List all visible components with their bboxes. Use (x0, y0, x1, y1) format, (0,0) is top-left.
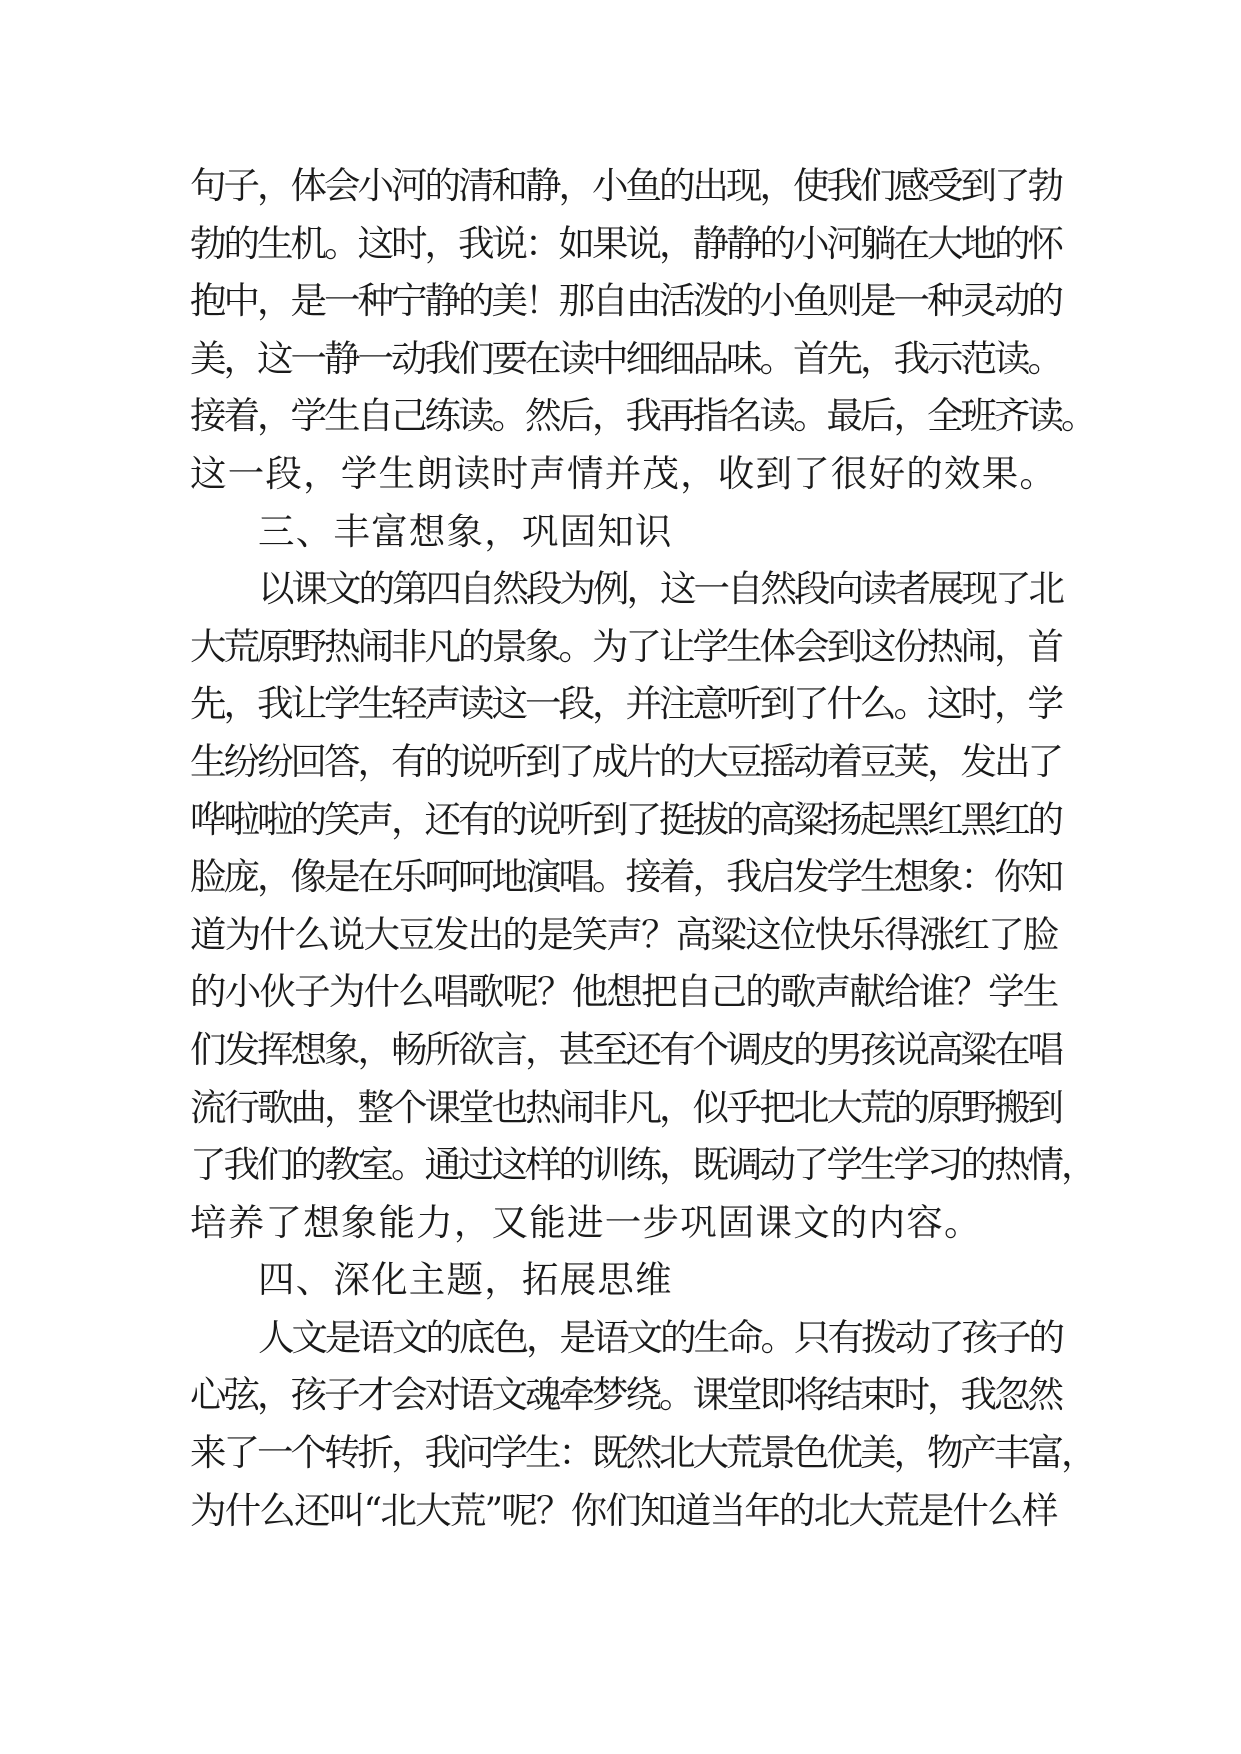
text-line: 这一段，学生朗读时声情并茂，收到了很好的效果。 (190, 451, 1058, 495)
text-line: 抱中，是一种宁静的美！那自由活泼的小鱼则是一种灵动的 (190, 279, 1061, 323)
text-line: 了我们的教室。通过这样的训练，既调动了学生学习的热情， (190, 1143, 1095, 1187)
text-line: 为什么还叫“北大荒”呢？你们知道当年的北大荒是什么样 (190, 1488, 1057, 1532)
text-line: 以课文的第四自然段为例，这一自然段向读者展现了北 (258, 567, 1062, 611)
section-heading: 三、丰富想象，巩固知识 (258, 509, 673, 553)
text-line: 美，这一静一动我们要在读中细细品味。首先，我示范读。 (190, 336, 1061, 380)
text-line: 来了一个转折，我问学生：既然北大荒景色优美，物产丰富， (190, 1431, 1095, 1475)
text-line: 勃的生机。这时，我说：如果说，静静的小河躺在大地的怀 (190, 221, 1061, 265)
text-line: 哗啦啦的笑声，还有的说听到了挺拔的高粱扬起黑红黑红的 (190, 797, 1061, 841)
text-line: 生纷纷回答，有的说听到了成片的大豆摇动着豆荚，发出了 (190, 739, 1061, 783)
text-line: 流行歌曲，整个课堂也热闹非凡，似乎把北大荒的原野搬到 (190, 1085, 1061, 1129)
text-line: 们发挥想象，畅所欲言，甚至还有个调皮的男孩说高粱在唱 (190, 1027, 1061, 1071)
text-line: 脸庞，像是在乐呵呵地演唱。接着，我启发学生想象：你知 (190, 855, 1061, 899)
text-line: 句子，体会小河的清和静，小鱼的出现，使我们感受到了勃 (190, 164, 1061, 207)
text-line: 道为什么说大豆发出的是笑声？高粱这位快乐得涨红了脸 (190, 912, 1058, 956)
body-text (190, 157, 1095, 1539)
text-line: 先，我让学生轻声读这一段，并注意听到了什么。这时，学 (190, 682, 1061, 726)
text-line: 的小伙子为什么唱歌呢？他想把自己的歌声献给谁？学生 (190, 970, 1058, 1014)
text-line: 大荒原野热闹非凡的景象。为了让学生体会到这份热闹，首 (190, 624, 1061, 668)
text-line: 培养了想象能力，又能进一步巩固课文的内容。 (190, 1200, 982, 1244)
section-heading: 四、深化主题，拓展思维 (258, 1258, 673, 1302)
text-line: 接着，学生自己练读。然后，我再指名读。最后，全班齐读。 (190, 394, 1095, 438)
text-line: 人文是语文的底色，是语文的生命。只有拨动了孩子的 (258, 1315, 1062, 1359)
text-line: 心弦，孩子才会对语文魂牵梦绕。课堂即将结束时，我忽然 (190, 1373, 1061, 1417)
